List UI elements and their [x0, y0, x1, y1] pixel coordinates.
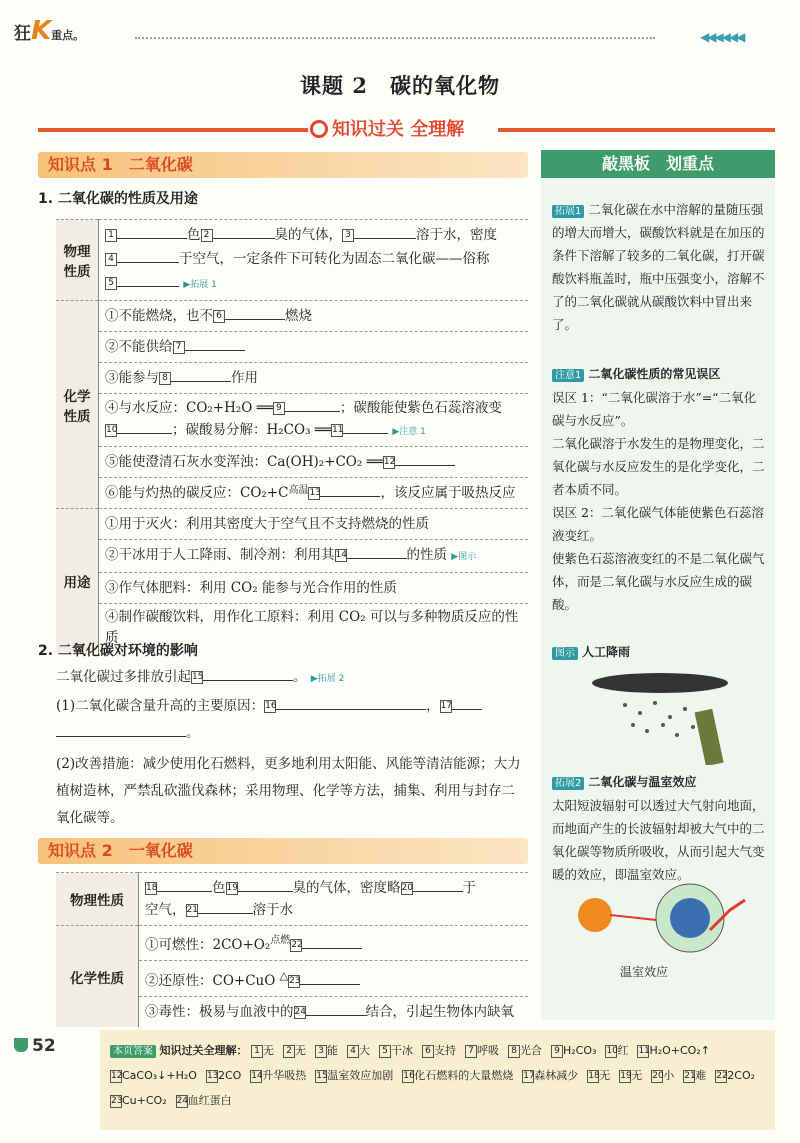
- artificial-rain-illustration: [585, 665, 735, 765]
- note-1: 注意1 二氧化碳性质的常见误区 误区 1：“二氧化碳溶于水”=“二氧化碳与水反应”。 二氧化碳溶于水发生的是物理变化，二氧化碳与水反应发生的是化学变化，二者本质不同。 误区 2：二氧化碳气体能使紫色石蕊溶液变红。 使紫色石蕊溶液变红的不是二氧化碳气体，而是二氧化碳与水反应生成的碳酸。: [552, 367, 765, 612]
- greenhouse-illustration: [570, 880, 760, 960]
- extension-tag: ▶拓展 2: [310, 674, 345, 684]
- table-cell: ②还原性：CO+CuO △23: [139, 961, 529, 997]
- subsection-title-1: 1. 二氧化碳的性质及用途: [38, 191, 198, 207]
- answer-item: 20小: [652, 1069, 675, 1082]
- answer-item: 11H₂O+CO₂↑: [638, 1044, 710, 1057]
- brand-logo: 狂K重点。: [14, 16, 85, 46]
- table-cell: ④与水反应：CO₂+H₂O ══ 9 ；碳酸能使紫色石蕊溶液变 10 ；碳酸易分解：H₂CO₃ ══11 ▶注意 1: [99, 394, 529, 447]
- greenhouse-caption: 温室效应: [620, 965, 669, 979]
- note-tag: 注意1: [552, 369, 584, 382]
- table-row: [56, 220, 528, 301]
- extension-tag: 拓展1: [552, 205, 584, 218]
- knowledge-point-1-header: 知识点 1 二氧化碳: [38, 152, 528, 178]
- answer-tag: 本页答案: [110, 1045, 156, 1058]
- banner-rule-left: [38, 128, 308, 132]
- table-cell: ⑤能使澄清石灰水变浑浊：Ca(OH)₂+CO₂ ══12: [99, 447, 529, 478]
- answer-item: 9 H₂CO₃: [551, 1044, 596, 1057]
- swirl-icon: [310, 120, 328, 138]
- figure-tag: 图示: [552, 647, 578, 660]
- answer-item: 14升华吸热: [251, 1069, 307, 1082]
- answer-item: 2 无: [283, 1044, 306, 1057]
- figure-rain: 图示 人工降雨: [552, 640, 767, 664]
- row-label: 物理性质: [56, 873, 139, 926]
- note-tag: ▶注意 1: [392, 427, 426, 437]
- side-panel-header: 敲黑板 划重点: [541, 150, 775, 178]
- answer-item: 12CaCO₃↓+H₂O: [111, 1069, 197, 1082]
- banner-rule-right: [498, 128, 775, 132]
- table-cell: ①不能燃烧，也不 6 燃烧: [99, 301, 529, 332]
- answer-item: 18无: [588, 1069, 611, 1082]
- header-arrows-icon: ◀◀◀◀◀◀: [700, 30, 744, 44]
- answer-item: 15温室效应加剧: [316, 1069, 394, 1082]
- row-label: 化学性质: [56, 926, 139, 1028]
- table-cell: 1 色 2 臭的气体， 3 溶于水，密度 4 于空气，一定条件下可转化为固态二氧化碳——俗称 5 ▶拓展 1: [99, 220, 529, 301]
- answer-item: 132CO: [206, 1069, 242, 1082]
- answer-item: 23Cu+CO₂: [111, 1094, 167, 1107]
- answer-item: 17森林减少: [523, 1069, 579, 1082]
- row-label: 物理性质: [56, 220, 99, 301]
- extension-1: 拓展1 二氧化碳在水中溶解的量随压强的增大而增大，碳酸饮料就是在加压的条件下溶解了较多的二氧化碳，打开碳酸饮料瓶盖时，瓶中压强变小，溶解不了的二氧化碳就从碳酸饮料中冒出来了。: [552, 202, 765, 332]
- page-title: 课题 2 碳的氧化物: [300, 73, 500, 98]
- answer-item: 6 支持: [422, 1044, 456, 1057]
- table-cell: ②不能供给 7: [99, 332, 529, 363]
- table-cell: 18 色19 臭的气体，密度略20 于 空气，21 溶于水: [139, 873, 529, 926]
- page-number: 52: [14, 1036, 56, 1056]
- subsection-title-2: 2. 二氧化碳对环境的影响: [38, 643, 198, 659]
- table-cell: ③能参与 8 作用: [99, 363, 529, 394]
- row-label: 化学性质: [56, 301, 99, 509]
- flask-icon: [14, 1038, 28, 1052]
- answer-item: 7 呼吸: [465, 1044, 499, 1057]
- answer-item: 16化石燃料的大量燃烧: [403, 1069, 514, 1082]
- table-cell: ④制作碳酸饮料，用作化工原料：利用 CO₂ 可以与多种物质反应的性质: [99, 604, 529, 653]
- answer-item: 8 光合: [508, 1044, 542, 1057]
- row-label: 用途: [56, 509, 99, 653]
- extension-2: 拓展2 二氧化碳与温室效应 太阳短波辐射可以透过大气射向地面，而地面产生的长波辐射却被大气中的二氧化碳等物质所吸收，从而引起大气变暖的效应，即温室效应。: [552, 775, 765, 882]
- answer-item: 4 大: [347, 1044, 370, 1057]
- figure-tag: ▶图示: [451, 552, 477, 562]
- table-cell: ②干冰用于人工降雨、制冷剂：利用其14 的性质 ▶图示: [99, 540, 529, 573]
- answer-item: 222CO₂: [716, 1069, 756, 1082]
- environment-text: 二氧化碳过多排放引起15 。 ▶拓展 2 (1)二氧化碳含量升高的主要原因：16 ，17 。 (2)改善措施：减少使用化石燃料，更多地利用太阳能、风能等清洁能源；大力植树造林，严禁乱砍滥伐森林；采用物理、化学等方法，捕集、利用与封存二氧化碳等。: [56, 669, 521, 826]
- section-banner: 知识过关 全理解: [310, 115, 464, 141]
- answer-item: 21难: [684, 1069, 707, 1082]
- table-cell: ③毒性：极易与血液中的24 结合，引起生物体内缺氧: [139, 997, 529, 1028]
- globe-icon: [670, 898, 710, 938]
- table-cell: ③作气体肥料：利用 CO₂ 能参与光合作用的性质: [99, 573, 529, 604]
- answer-item: 3 能: [315, 1044, 338, 1057]
- answer-item: 5 干冰: [379, 1044, 413, 1057]
- rocket-launcher: [695, 709, 724, 765]
- answer-item: 19无: [620, 1069, 643, 1082]
- answer-item: 1 无: [251, 1044, 274, 1057]
- answer-item: 10红: [606, 1044, 629, 1057]
- extension-tag: ▶拓展 1: [183, 280, 217, 290]
- cloud-shape: [592, 673, 728, 693]
- co-table: [56, 872, 528, 1027]
- table-cell: ⑥能与灼热的碳反应：CO₂+C高温13 ，该反应属于吸热反应: [99, 478, 529, 509]
- co2-table: [56, 219, 528, 652]
- table-cell: ①可燃性：2CO+O₂$^{点燃}$22: [139, 926, 529, 961]
- condition-label: 高温: [288, 485, 309, 496]
- header-dotted-line: [135, 37, 655, 39]
- extension-tag: 拓展2: [552, 777, 584, 790]
- sun-icon: [578, 898, 612, 932]
- table-cell: ①用于灭火：利用其密度大于空气且不支持燃烧的性质: [99, 509, 529, 540]
- answer-list: 本页答案 知识过关全理解： 1 无 2 无 3 能 4 大 5 干冰 6 支持 7 呼吸 8 光合 9 H₂CO₃ 10红 11H₂O+CO₂↑12CaCO₃↓+H₂O 132CO 14升华吸热 15温室效应加剧 16化石燃料的大量燃烧 17森林减少 18无 19无 20小 21难 222CO₂23Cu+CO₂ 24血红蛋白: [110, 1038, 770, 1113]
- knowledge-point-2-header: 知识点 2 一氧化碳: [38, 838, 528, 864]
- answer-item: 24血红蛋白: [176, 1094, 232, 1107]
